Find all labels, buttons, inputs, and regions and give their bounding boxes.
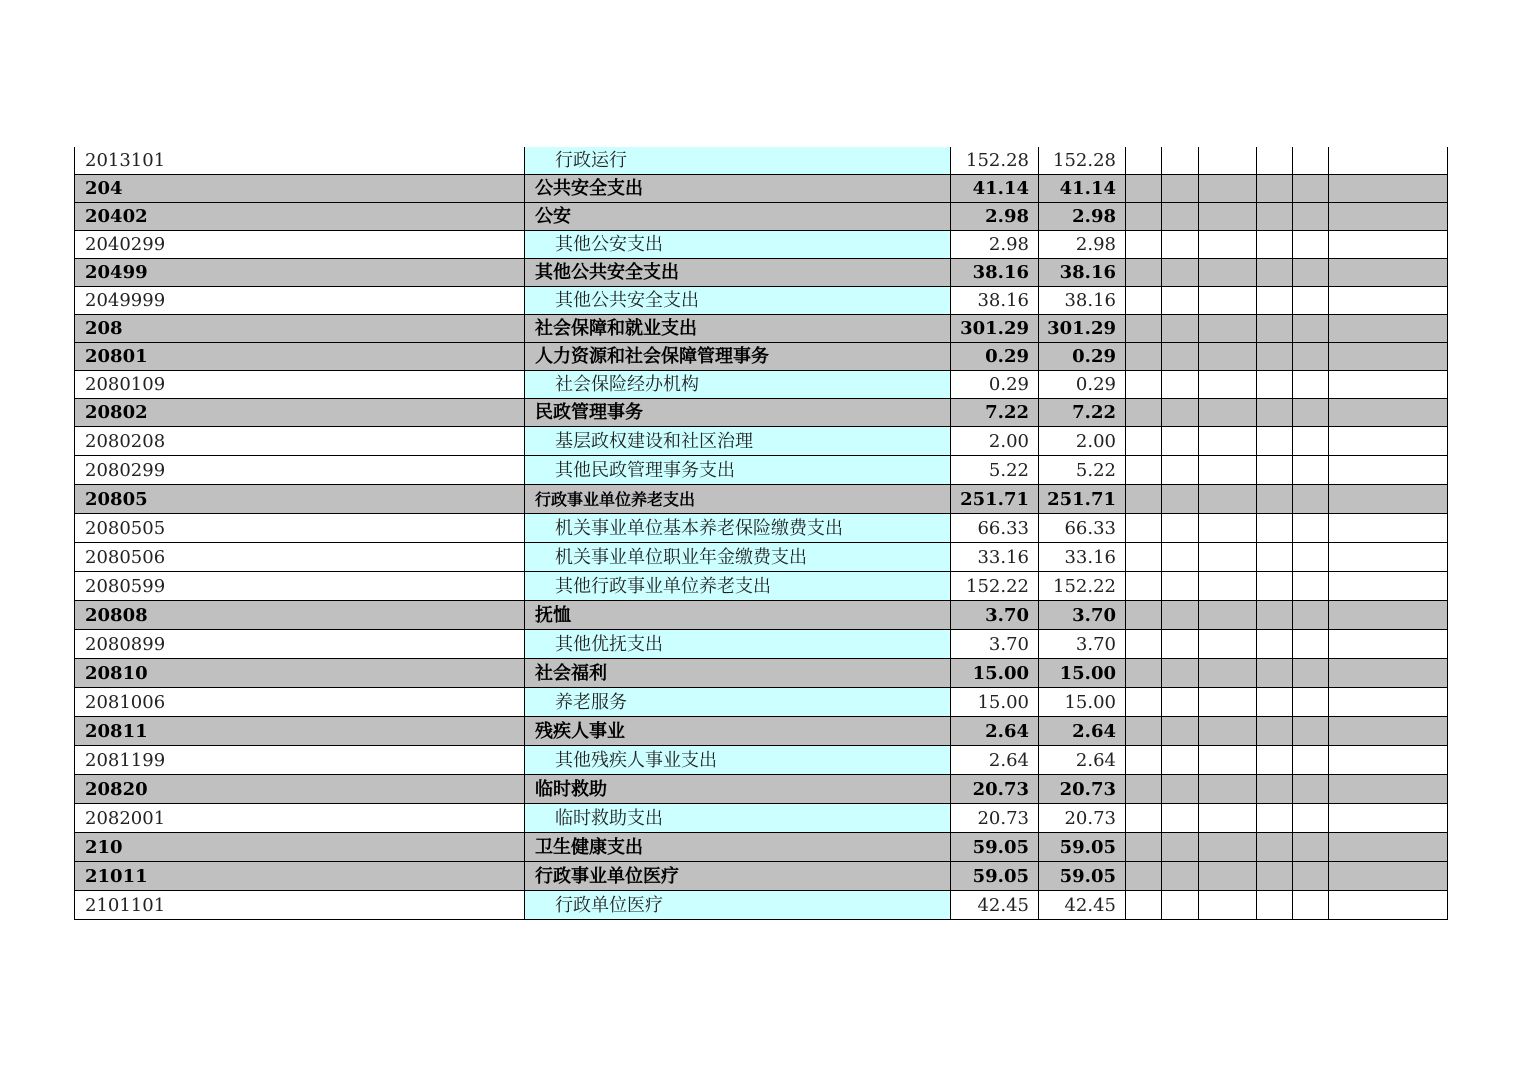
table-row (75, 315, 1448, 343)
empty-cell[interactable] (1329, 371, 1448, 399)
total-amount-cell[interactable]: 59.05 (951, 862, 1039, 891)
empty-cell[interactable] (1162, 804, 1199, 833)
empty-cell[interactable] (1257, 833, 1293, 862)
empty-cell[interactable] (1329, 514, 1448, 543)
table-row (75, 485, 1448, 514)
empty-cell[interactable] (1199, 630, 1257, 659)
empty-cell[interactable] (1199, 659, 1257, 688)
empty-cell[interactable] (1329, 717, 1448, 746)
subject-code-cell[interactable]: 20801 (75, 343, 525, 371)
empty-cell[interactable] (1257, 259, 1293, 287)
empty-cell[interactable] (1293, 147, 1329, 175)
total-amount-cell[interactable]: 38.16 (951, 287, 1039, 315)
subject-name-cell[interactable]: 机关事业单位职业年金缴费支出 (525, 543, 951, 572)
empty-cell[interactable] (1126, 371, 1162, 399)
total-amount-cell[interactable]: 38.16 (951, 259, 1039, 287)
empty-cell[interactable] (1329, 775, 1448, 804)
empty-cell[interactable] (1126, 833, 1162, 862)
empty-cell[interactable] (1293, 427, 1329, 456)
subject-name-cell[interactable]: 社会保障和就业支出 (525, 315, 951, 343)
empty-cell[interactable] (1199, 371, 1257, 399)
empty-cell[interactable] (1199, 343, 1257, 371)
empty-cell[interactable] (1257, 485, 1293, 514)
empty-cell[interactable] (1199, 485, 1257, 514)
budget-table (74, 147, 1448, 920)
basic-amount-cell[interactable]: 20.73 (1039, 775, 1126, 804)
subject-code-cell[interactable]: 2080109 (75, 371, 525, 399)
empty-cell[interactable] (1257, 862, 1293, 891)
empty-cell[interactable] (1126, 775, 1162, 804)
subject-name-cell[interactable]: 行政运行 (525, 147, 951, 175)
subject-name-cell[interactable]: 人力资源和社会保障管理事务 (525, 343, 951, 371)
empty-cell[interactable] (1199, 775, 1257, 804)
empty-cell[interactable] (1329, 601, 1448, 630)
empty-cell[interactable] (1329, 287, 1448, 315)
table-row (75, 891, 1448, 920)
empty-cell[interactable] (1293, 891, 1329, 920)
empty-cell[interactable] (1126, 147, 1162, 175)
empty-cell[interactable] (1329, 343, 1448, 371)
empty-cell[interactable] (1199, 287, 1257, 315)
subject-code-cell[interactable]: 20808 (75, 601, 525, 630)
empty-cell[interactable] (1199, 147, 1257, 175)
empty-cell[interactable] (1199, 862, 1257, 891)
subject-code-cell[interactable]: 210 (75, 833, 525, 862)
empty-cell[interactable] (1257, 343, 1293, 371)
empty-cell[interactable] (1293, 659, 1329, 688)
table-row (75, 717, 1448, 746)
subject-name-cell[interactable]: 其他残疾人事业支出 (525, 746, 951, 775)
empty-cell[interactable] (1329, 804, 1448, 833)
subject-name-cell[interactable]: 基层政权建设和社区治理 (525, 427, 951, 456)
empty-cell[interactable] (1293, 688, 1329, 717)
basic-amount-cell[interactable]: 2.64 (1039, 746, 1126, 775)
table-row (75, 688, 1448, 717)
empty-cell[interactable] (1257, 456, 1293, 485)
table-row (75, 287, 1448, 315)
table-row (75, 147, 1448, 175)
subject-name-cell[interactable]: 社会福利 (525, 659, 951, 688)
empty-cell[interactable] (1126, 287, 1162, 315)
total-amount-cell[interactable]: 152.28 (951, 147, 1039, 175)
empty-cell[interactable] (1199, 456, 1257, 485)
table-row (75, 746, 1448, 775)
table-row (75, 371, 1448, 399)
total-amount-cell[interactable]: 301.29 (951, 315, 1039, 343)
empty-cell[interactable] (1126, 259, 1162, 287)
empty-cell[interactable] (1126, 804, 1162, 833)
total-amount-cell[interactable]: 2.00 (951, 427, 1039, 456)
empty-cell[interactable] (1257, 427, 1293, 456)
empty-cell[interactable] (1293, 315, 1329, 343)
empty-cell[interactable] (1162, 775, 1199, 804)
basic-amount-cell[interactable]: 301.29 (1039, 315, 1126, 343)
subject-code-cell[interactable]: 2080505 (75, 514, 525, 543)
empty-cell[interactable] (1329, 456, 1448, 485)
empty-cell[interactable] (1257, 804, 1293, 833)
total-amount-cell[interactable]: 0.29 (951, 371, 1039, 399)
empty-cell[interactable] (1126, 315, 1162, 343)
empty-cell[interactable] (1162, 514, 1199, 543)
empty-cell[interactable] (1126, 717, 1162, 746)
basic-amount-cell[interactable]: 2.64 (1039, 717, 1126, 746)
empty-cell[interactable] (1126, 343, 1162, 371)
empty-cell[interactable] (1126, 862, 1162, 891)
table-body (75, 147, 1448, 920)
empty-cell[interactable] (1126, 231, 1162, 259)
basic-amount-cell[interactable]: 33.16 (1039, 543, 1126, 572)
empty-cell[interactable] (1293, 343, 1329, 371)
empty-cell[interactable] (1293, 399, 1329, 427)
empty-cell[interactable] (1199, 514, 1257, 543)
basic-amount-cell[interactable]: 59.05 (1039, 862, 1126, 891)
empty-cell[interactable] (1293, 862, 1329, 891)
empty-cell[interactable] (1329, 543, 1448, 572)
total-amount-cell[interactable]: 2.64 (951, 746, 1039, 775)
total-amount-cell[interactable]: 2.98 (951, 231, 1039, 259)
empty-cell[interactable] (1126, 514, 1162, 543)
empty-cell[interactable] (1199, 746, 1257, 775)
subject-name-cell[interactable]: 其他民政管理事务支出 (525, 456, 951, 485)
empty-cell[interactable] (1329, 891, 1448, 920)
empty-cell[interactable] (1162, 259, 1199, 287)
empty-cell[interactable] (1126, 659, 1162, 688)
table-row (75, 659, 1448, 688)
subject-code-cell[interactable]: 20811 (75, 717, 525, 746)
empty-cell[interactable] (1257, 399, 1293, 427)
empty-cell[interactable] (1162, 717, 1199, 746)
table-row (75, 343, 1448, 371)
empty-cell[interactable] (1257, 746, 1293, 775)
empty-cell[interactable] (1162, 659, 1199, 688)
total-amount-cell[interactable]: 66.33 (951, 514, 1039, 543)
basic-amount-cell[interactable]: 59.05 (1039, 833, 1126, 862)
table-row (75, 231, 1448, 259)
subject-name-cell[interactable]: 行政事业单位医疗 (525, 862, 951, 891)
empty-cell[interactable] (1293, 259, 1329, 287)
total-amount-cell[interactable]: 152.22 (951, 572, 1039, 601)
empty-cell[interactable] (1162, 231, 1199, 259)
total-amount-cell[interactable]: 20.73 (951, 775, 1039, 804)
empty-cell[interactable] (1329, 572, 1448, 601)
empty-cell[interactable] (1257, 147, 1293, 175)
basic-amount-cell[interactable]: 152.28 (1039, 147, 1126, 175)
empty-cell[interactable] (1293, 456, 1329, 485)
empty-cell[interactable] (1329, 147, 1448, 175)
subject-code-cell[interactable]: 2101101 (75, 891, 525, 920)
empty-cell[interactable] (1126, 746, 1162, 775)
empty-cell[interactable] (1257, 717, 1293, 746)
table-row (75, 514, 1448, 543)
empty-cell[interactable] (1162, 456, 1199, 485)
total-amount-cell[interactable]: 15.00 (951, 659, 1039, 688)
empty-cell[interactable] (1199, 833, 1257, 862)
basic-amount-cell[interactable]: 41.14 (1039, 175, 1126, 203)
empty-cell[interactable] (1257, 315, 1293, 343)
empty-cell[interactable] (1162, 343, 1199, 371)
total-amount-cell[interactable]: 3.70 (951, 601, 1039, 630)
total-amount-cell[interactable]: 2.64 (951, 717, 1039, 746)
empty-cell[interactable] (1162, 746, 1199, 775)
empty-cell[interactable] (1293, 371, 1329, 399)
subject-code-cell[interactable]: 2080208 (75, 427, 525, 456)
empty-cell[interactable] (1126, 630, 1162, 659)
table-row (75, 456, 1448, 485)
empty-cell[interactable] (1293, 601, 1329, 630)
subject-code-cell[interactable]: 20802 (75, 399, 525, 427)
empty-cell[interactable] (1162, 688, 1199, 717)
subject-name-cell[interactable]: 其他行政事业单位养老支出 (525, 572, 951, 601)
empty-cell[interactable] (1329, 259, 1448, 287)
empty-cell[interactable] (1162, 833, 1199, 862)
empty-cell[interactable] (1329, 485, 1448, 514)
basic-amount-cell[interactable]: 15.00 (1039, 688, 1126, 717)
empty-cell[interactable] (1257, 601, 1293, 630)
total-amount-cell[interactable]: 5.22 (951, 456, 1039, 485)
basic-amount-cell[interactable]: 3.70 (1039, 601, 1126, 630)
empty-cell[interactable] (1199, 717, 1257, 746)
empty-cell[interactable] (1162, 203, 1199, 231)
table-row (75, 203, 1448, 231)
subject-code-cell[interactable]: 20402 (75, 203, 525, 231)
basic-amount-cell[interactable]: 38.16 (1039, 287, 1126, 315)
empty-cell[interactable] (1257, 175, 1293, 203)
empty-cell[interactable] (1126, 485, 1162, 514)
empty-cell[interactable] (1329, 659, 1448, 688)
empty-cell[interactable] (1199, 203, 1257, 231)
empty-cell[interactable] (1293, 543, 1329, 572)
empty-cell[interactable] (1329, 630, 1448, 659)
table-row (75, 775, 1448, 804)
subject-code-cell[interactable]: 2040299 (75, 231, 525, 259)
empty-cell[interactable] (1293, 775, 1329, 804)
empty-cell[interactable] (1257, 659, 1293, 688)
empty-cell[interactable] (1329, 203, 1448, 231)
basic-amount-cell[interactable]: 42.45 (1039, 891, 1126, 920)
empty-cell[interactable] (1199, 543, 1257, 572)
empty-cell[interactable] (1329, 399, 1448, 427)
empty-cell[interactable] (1257, 203, 1293, 231)
empty-cell[interactable] (1162, 601, 1199, 630)
table-row (75, 601, 1448, 630)
basic-amount-cell[interactable]: 5.22 (1039, 456, 1126, 485)
empty-cell[interactable] (1199, 315, 1257, 343)
empty-cell[interactable] (1162, 175, 1199, 203)
basic-amount-cell[interactable]: 2.00 (1039, 427, 1126, 456)
empty-cell[interactable] (1199, 427, 1257, 456)
empty-cell[interactable] (1257, 891, 1293, 920)
empty-cell[interactable] (1126, 688, 1162, 717)
empty-cell[interactable] (1199, 231, 1257, 259)
subject-code-cell[interactable]: 2080299 (75, 456, 525, 485)
subject-code-cell[interactable]: 21011 (75, 862, 525, 891)
empty-cell[interactable] (1126, 175, 1162, 203)
empty-cell[interactable] (1257, 630, 1293, 659)
subject-code-cell[interactable]: 20499 (75, 259, 525, 287)
basic-amount-cell[interactable]: 3.70 (1039, 630, 1126, 659)
empty-cell[interactable] (1126, 427, 1162, 456)
subject-code-cell[interactable]: 2082001 (75, 804, 525, 833)
subject-code-cell[interactable]: 20820 (75, 775, 525, 804)
basic-amount-cell[interactable]: 251.71 (1039, 485, 1126, 514)
empty-cell[interactable] (1162, 572, 1199, 601)
empty-cell[interactable] (1126, 399, 1162, 427)
total-amount-cell[interactable]: 251.71 (951, 485, 1039, 514)
empty-cell[interactable] (1293, 746, 1329, 775)
total-amount-cell[interactable]: 59.05 (951, 833, 1039, 862)
empty-cell[interactable] (1293, 514, 1329, 543)
empty-cell[interactable] (1199, 891, 1257, 920)
empty-cell[interactable] (1162, 287, 1199, 315)
empty-cell[interactable] (1162, 427, 1199, 456)
basic-amount-cell[interactable]: 66.33 (1039, 514, 1126, 543)
empty-cell[interactable] (1126, 572, 1162, 601)
subject-code-cell[interactable]: 2081199 (75, 746, 525, 775)
empty-cell[interactable] (1126, 891, 1162, 920)
empty-cell[interactable] (1126, 456, 1162, 485)
subject-code-cell[interactable]: 20810 (75, 659, 525, 688)
subject-name-cell[interactable]: 临时救助支出 (525, 804, 951, 833)
subject-name-cell[interactable]: 社会保险经办机构 (525, 371, 951, 399)
empty-cell[interactable] (1199, 804, 1257, 833)
subject-name-cell[interactable]: 机关事业单位基本养老保险缴费支出 (525, 514, 951, 543)
total-amount-cell[interactable]: 20.73 (951, 804, 1039, 833)
subject-name-cell[interactable]: 行政事业单位养老支出 (525, 485, 951, 514)
empty-cell[interactable] (1162, 862, 1199, 891)
empty-cell[interactable] (1162, 399, 1199, 427)
empty-cell[interactable] (1199, 175, 1257, 203)
subject-code-cell[interactable]: 2049999 (75, 287, 525, 315)
empty-cell[interactable] (1162, 891, 1199, 920)
empty-cell[interactable] (1199, 688, 1257, 717)
table-row (75, 862, 1448, 891)
subject-name-cell[interactable]: 养老服务 (525, 688, 951, 717)
subject-name-cell[interactable]: 其他公共安全支出 (525, 259, 951, 287)
empty-cell[interactable] (1257, 371, 1293, 399)
table-row (75, 399, 1448, 427)
empty-cell[interactable] (1257, 543, 1293, 572)
subject-name-cell[interactable]: 临时救助 (525, 775, 951, 804)
empty-cell[interactable] (1329, 231, 1448, 259)
table-row (75, 427, 1448, 456)
subject-code-cell[interactable]: 2081006 (75, 688, 525, 717)
empty-cell[interactable] (1329, 688, 1448, 717)
empty-cell[interactable] (1293, 804, 1329, 833)
subject-code-cell[interactable]: 2080599 (75, 572, 525, 601)
table-row (75, 833, 1448, 862)
subject-name-cell[interactable]: 民政管理事务 (525, 399, 951, 427)
subject-name-cell[interactable]: 公共安全支出 (525, 175, 951, 203)
empty-cell[interactable] (1293, 175, 1329, 203)
empty-cell[interactable] (1199, 399, 1257, 427)
total-amount-cell[interactable]: 7.22 (951, 399, 1039, 427)
subject-name-cell[interactable]: 其他公安支出 (525, 231, 951, 259)
total-amount-cell[interactable]: 15.00 (951, 688, 1039, 717)
empty-cell[interactable] (1199, 259, 1257, 287)
empty-cell[interactable] (1199, 572, 1257, 601)
basic-amount-cell[interactable]: 15.00 (1039, 659, 1126, 688)
empty-cell[interactable] (1257, 688, 1293, 717)
subject-name-cell[interactable]: 行政单位医疗 (525, 891, 951, 920)
empty-cell[interactable] (1257, 287, 1293, 315)
total-amount-cell[interactable]: 33.16 (951, 543, 1039, 572)
empty-cell[interactable] (1126, 203, 1162, 231)
total-amount-cell[interactable]: 2.98 (951, 203, 1039, 231)
empty-cell[interactable] (1162, 485, 1199, 514)
empty-cell[interactable] (1293, 287, 1329, 315)
subject-code-cell[interactable]: 2013101 (75, 147, 525, 175)
subject-name-cell[interactable]: 公安 (525, 203, 951, 231)
empty-cell[interactable] (1293, 485, 1329, 514)
empty-cell[interactable] (1293, 717, 1329, 746)
empty-cell[interactable] (1162, 147, 1199, 175)
subject-name-cell[interactable]: 其他公共安全支出 (525, 287, 951, 315)
empty-cell[interactable] (1329, 746, 1448, 775)
basic-amount-cell[interactable]: 2.98 (1039, 231, 1126, 259)
basic-amount-cell[interactable]: 38.16 (1039, 259, 1126, 287)
empty-cell[interactable] (1329, 427, 1448, 456)
empty-cell[interactable] (1257, 231, 1293, 259)
basic-amount-cell[interactable]: 0.29 (1039, 343, 1126, 371)
empty-cell[interactable] (1293, 203, 1329, 231)
empty-cell[interactable] (1329, 862, 1448, 891)
table-row (75, 630, 1448, 659)
basic-amount-cell[interactable]: 7.22 (1039, 399, 1126, 427)
empty-cell[interactable] (1257, 572, 1293, 601)
table-row (75, 175, 1448, 203)
empty-cell[interactable] (1162, 630, 1199, 659)
total-amount-cell[interactable]: 3.70 (951, 630, 1039, 659)
basic-amount-cell[interactable]: 0.29 (1039, 371, 1126, 399)
table-row (75, 804, 1448, 833)
subject-name-cell[interactable]: 残疾人事业 (525, 717, 951, 746)
empty-cell[interactable] (1126, 543, 1162, 572)
table-row (75, 543, 1448, 572)
subject-code-cell[interactable]: 2080506 (75, 543, 525, 572)
basic-amount-cell[interactable]: 2.98 (1039, 203, 1126, 231)
empty-cell[interactable] (1329, 315, 1448, 343)
empty-cell[interactable] (1257, 514, 1293, 543)
table-row (75, 572, 1448, 601)
subject-code-cell[interactable]: 204 (75, 175, 525, 203)
empty-cell[interactable] (1329, 833, 1448, 862)
empty-cell[interactable] (1329, 175, 1448, 203)
subject-code-cell[interactable]: 208 (75, 315, 525, 343)
total-amount-cell[interactable]: 41.14 (951, 175, 1039, 203)
empty-cell[interactable] (1162, 371, 1199, 399)
empty-cell[interactable] (1257, 775, 1293, 804)
empty-cell[interactable] (1126, 601, 1162, 630)
empty-cell[interactable] (1293, 833, 1329, 862)
subject-code-cell[interactable]: 20805 (75, 485, 525, 514)
subject-code-cell[interactable]: 2080899 (75, 630, 525, 659)
table-row (75, 259, 1448, 287)
subject-name-cell[interactable]: 抚恤 (525, 601, 951, 630)
total-amount-cell[interactable]: 0.29 (951, 343, 1039, 371)
empty-cell[interactable] (1162, 543, 1199, 572)
basic-amount-cell[interactable]: 20.73 (1039, 804, 1126, 833)
total-amount-cell[interactable]: 42.45 (951, 891, 1039, 920)
empty-cell[interactable] (1293, 630, 1329, 659)
basic-amount-cell[interactable]: 152.22 (1039, 572, 1126, 601)
empty-cell[interactable] (1162, 315, 1199, 343)
empty-cell[interactable] (1293, 231, 1329, 259)
subject-name-cell[interactable]: 卫生健康支出 (525, 833, 951, 862)
subject-name-cell[interactable]: 其他优抚支出 (525, 630, 951, 659)
empty-cell[interactable] (1199, 601, 1257, 630)
empty-cell[interactable] (1293, 572, 1329, 601)
